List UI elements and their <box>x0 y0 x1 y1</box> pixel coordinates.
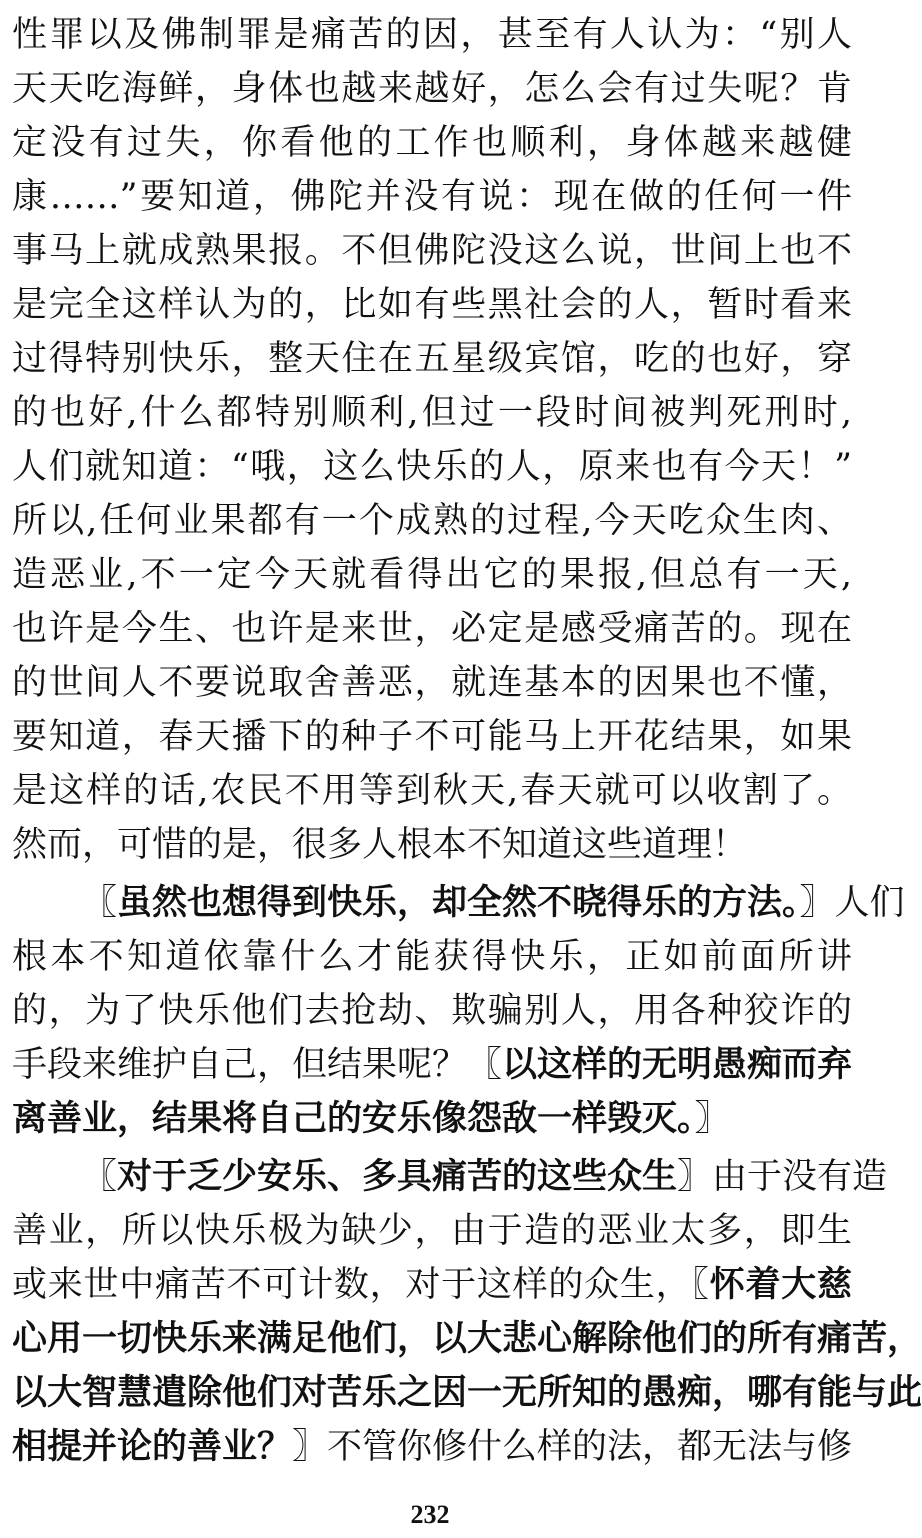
text-line: 的也好,什么都特别顺利,但过一段时间被判死刑时, <box>12 393 852 433</box>
text-line: 天天吃海鲜，身体也越来越好，怎么会有过失呢？肯 <box>12 69 852 109</box>
root-text: 怀着大慈 <box>709 1265 852 1305</box>
text-line: 要知道，春天播下的种子不可能马上开花结果，如果 <box>12 717 852 757</box>
text-line: 然而，可惜的是，很多人根本不知道这些道理！ <box>12 825 748 865</box>
root-text: 对于乏少安乐、多具痛苦的这些众生 <box>117 1157 678 1197</box>
text-line: 定没有过失，你看他的工作也顺利，身体越来越健 <box>12 123 852 163</box>
text-line: 过得特别快乐，整天住在五星级宾馆，吃的也好，穿 <box>12 339 852 379</box>
text-line: 也许是今生、也许是来世，必定是感受痛苦的。现在 <box>12 609 852 649</box>
text-line <box>12 1312 922 1366</box>
text-line: 造恶业,不一定今天就看得出它的果报,但总有一天, <box>12 555 852 595</box>
root-text: 以大智慧遣除他们对苦乐之因一无所知的愚痴，哪有能与此 <box>12 1373 922 1413</box>
text-line: 人们就知道：“哦，这么快乐的人，原来也有今天！” <box>12 447 852 487</box>
text-line: 是这样的话,农民不用等到秋天,春天就可以收割了。 <box>12 771 852 811</box>
root-text: 离善业，结果将自己的安乐像怨敌一样毁灭。 <box>12 1099 695 1139</box>
root-text: 以这样的无明愚痴而弃 <box>502 1045 853 1085</box>
text-line: 根本不知道依靠什么才能获得快乐，正如前面所讲 <box>12 937 852 977</box>
quote-line: 〖对于乏少安乐、多具痛苦的这些众生〗由于没有造 <box>82 1157 888 1197</box>
text-line: 的世间人不要说取舍善恶，就连基本的因果也不懂， <box>12 663 852 703</box>
text-line: 离善业，结果将自己的安乐像怨敌一样毁灭。〗 <box>12 1099 730 1139</box>
text-line: 或来世中痛苦不可计数，对于这样的众生，〖怀着大慈 <box>12 1265 852 1305</box>
root-text: 相提并论的善业？ <box>12 1427 293 1467</box>
page-number: 232 <box>410 1500 450 1529</box>
root-text: 虽然也想得到快乐，却全然不晓得乐的方法。 <box>117 883 800 923</box>
text-line: 性罪以及佛制罪是痛苦的因，甚至有人认为：“别人 <box>12 15 852 55</box>
text-line: 是完全这样认为的，比如有些黑社会的人，暂时看来 <box>12 285 852 325</box>
text-line: 所以,任何业果都有一个成熟的过程,今天吃众生肉、 <box>12 501 852 541</box>
text-line: 善业，所以快乐极为缺少，由于造的恶业太多，即生 <box>12 1211 852 1251</box>
text-line: 事马上就成熟果报。不但佛陀没这么说，世间上也不 <box>12 231 852 271</box>
text-line: 相提并论的善业？〗不管你修什么样的法，都无法与修 <box>12 1427 853 1467</box>
text-line: 的，为了快乐他们去抢劫、欺骗别人，用各种狡诈的 <box>12 991 852 1031</box>
text-line <box>12 1366 922 1420</box>
text-line: 手段来维护自己，但结果呢？〖以这样的无明愚痴而弃 <box>12 1045 853 1085</box>
text-line: 康……”要知道，佛陀并没有说：现在做的任何一件 <box>12 177 852 217</box>
root-text: 心用一切快乐来满足他们，以大悲心解除他们的所有痛苦， <box>12 1319 922 1359</box>
quote-line: 〖虽然也想得到快乐，却全然不晓得乐的方法。〗人们 <box>82 883 905 923</box>
